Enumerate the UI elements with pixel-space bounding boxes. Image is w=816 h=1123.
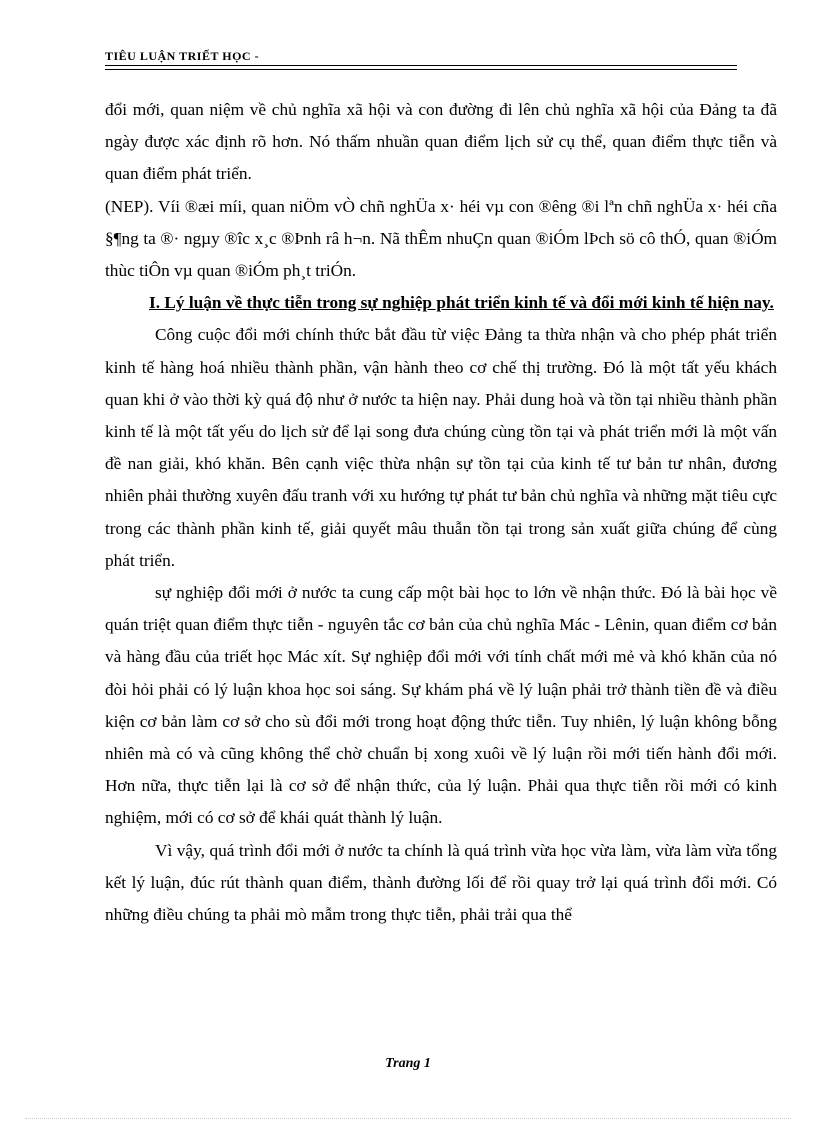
page-number: Trang 1 (385, 1056, 431, 1071)
header-rule-thick (105, 65, 737, 66)
paragraph-garbled-encoding: (NEP). Víi ®æi míi, quan niÖm vÒ chñ nghÜa x· héi vµ con ®êng ®i lªn chñ nghÜa x· héi cña §¶ng ta ®· ngµy ®îc x¸c ®Þnh râ h¬n. Nã thÊm nhuÇn quan ®iÓm lÞch sö cô thÓ, quan ®iÓm thùc tiÔn vµ quan ®iÓm ph¸t triÓn. (105, 196, 777, 281)
paragraph-lesson-cognition: sự nghiệp đổi mới ở nước ta cung cấp một bài học to lớn về nhận thức. Đó là bài học về quán triệt quan điểm thực tiễn - nguyên tắc cơ bản của chủ nghĩa Mác - Lênin, quan điểm cơ bản và hàng đầu của triết học Mác xít. Sự nghiệp đổi mới với tính chất mới mẻ và khó khăn của nó đòi hỏi phải có lý luận khoa học soi sáng. Sự khám phá về lý luận phải trở thành tiền đề và điều kiện cơ bản làm cơ sở cho sù đổi mới trong hoạt động thức tiễn. Tuy nhiên, lý luận không bỗng nhiên mà có và cũng không thể chờ chuẩn bị xong xuôi về lý luận rồi mới tiến hành đổi mới. Hơn nữa, thực tiễn lại là cơ sở để nhận thức, của lý luận. Phải qua thực tiễn rồi mới có kinh nghiệm, mới có cơ sở để khái quát thành lý luận. (105, 583, 777, 828)
paragraph-economic-reform: Công cuộc đổi mới chính thức bắt đầu từ việc Đảng ta thừa nhận và cho phép phát triển kinh tế hàng hoá nhiều thành phần, vận hành theo cơ chế thị trường. Đó là một tất yếu khách quan khi ở vào thời kỳ quá độ như ở nước ta hiện nay. Phải dung hoà và tồn tại nhiều thành phần kinh tế là một tất yếu do lịch sử để lại song đưa chúng cùng tồn tại và phát triển mới là một vấn đề nan giải, khó khăn. Bên cạnh việc thừa nhận sự tồn tại của kinh tế tư bản tư nhân, đương nhiên phải thường xuyên đấu tranh với xu hướng tự phát tư bản chủ nghĩa và những mặt tiêu cực trong các thành phần kinh tế, giải quyết mâu thuẫn tồn tại trong sản xuất giữa chúng để cùng phát triển. (105, 325, 777, 570)
header-title: TIÊU LUẬN TRIẾT HỌC - (105, 49, 260, 63)
paragraph-continuation: đổi mới, quan niệm về chủ nghĩa xã hội và con đường đi lên chủ nghĩa xã hội của Đảng ta đã ngày được xác định rõ hơn. Nó thấm nhuần quan điểm lịch sử cụ thể, quan điểm thực tiễn và quan điểm phát triển. (105, 100, 777, 184)
section-heading: I. Lý luận về thực tiễn trong sự nghiệp phát triển kinh tế và đổi mới kinh tế hiện nay. (149, 293, 774, 313)
page-bottom-divider (25, 1118, 791, 1119)
header-rule-thin (105, 69, 737, 70)
document-body (105, 94, 777, 931)
page-header (105, 49, 737, 64)
paragraph-process: Vì vậy, quá trình đổi mới ở nước ta chính là quá trình vừa học vừa làm, vừa làm vừa tổng kết lý luận, đúc rút thành quan điểm, thành đường lối để rồi quay trở lại quá trình đổi mới. Có những điều chúng ta phải mò mẫm trong thực tiễn, phải trải qua thể (105, 840, 777, 925)
